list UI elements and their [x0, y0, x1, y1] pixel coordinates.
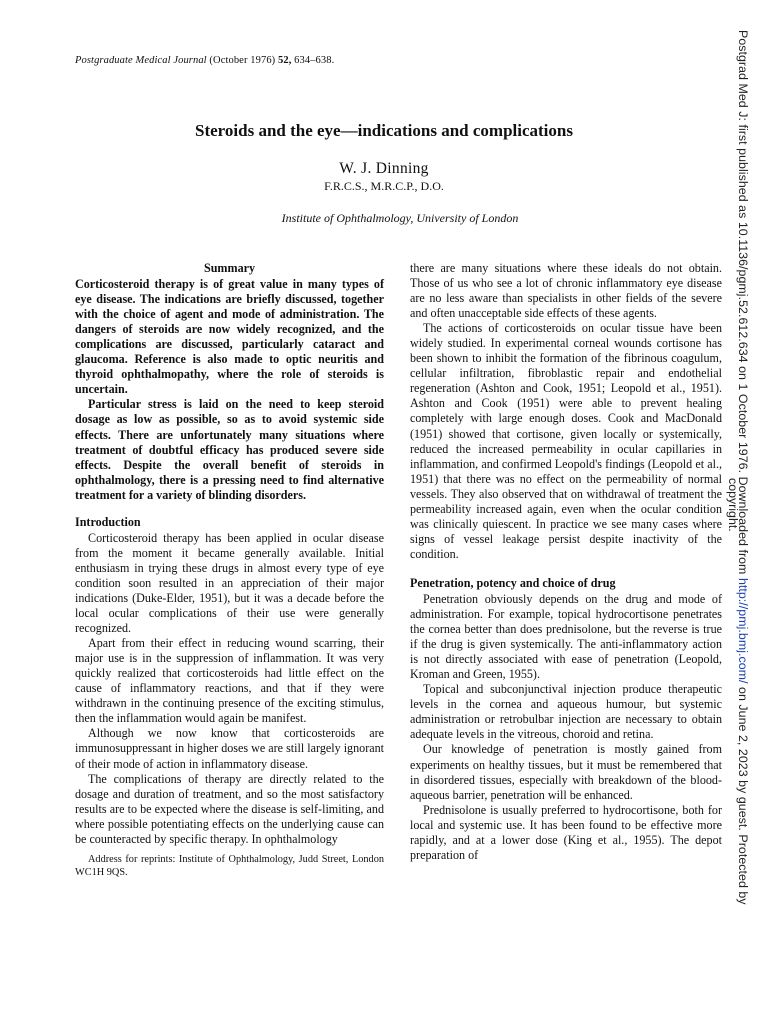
- right-column: [410, 261, 722, 863]
- author-degrees: F.R.C.S., M.R.C.P., D.O.: [324, 179, 444, 193]
- body-paragraph: Our knowledge of penetration is mostly gained from experiments on healthy tissues, but it must be remembered that in disordered tissues, especially with breakdown of the blood-aqueous barrier, penetration will be enhanced.: [410, 742, 722, 802]
- author-institution: Institute of Ophthalmology, University of London: [281, 211, 519, 225]
- journal-pages: 634–638.: [291, 55, 335, 66]
- body-paragraph: The actions of corticosteroids on ocular tissue have been widely studied. In experimental corneal wounds cortisone has been shown to inhibit the formation of the fibrinous coagulum, cellular infiltration, fibroblastic repair and endothelial regeneration (Ashton and Cook, 1951; Leopold et al., 1951). Ashton and Cook (1951) were able to prevent healing completely with large enough doses. Cook and MacDonald (1951) showed that cortisone, given locally or systemically, reduced the increased permeability in ocular capillaries in inflammation, and confirmed Leopold's findings (Leopold et al., 1951) that there was no effect on the permeability of normal vessels. They also observed that on withdrawal of treatment the permeability increased again, even when the ocular condition was clinically quiescent. In practice we see many cases where signs of vessel leakage persist despite inactivity of the condition.: [410, 321, 722, 561]
- reprint-address-footnote: Address for reprints: Institute of Ophthalmology, Judd Street, London WC1H 9QS.: [75, 853, 384, 878]
- body-paragraph: Prednisolone is usually preferred to hydrocortisone, both for local and systemic use. It has been found to be effective more rapidly, and at a lower dose (King et al., 1955). The depot preparation of: [410, 802, 722, 862]
- journal-citation: [75, 55, 334, 66]
- summary-section: [75, 261, 384, 503]
- journal-volume: 52,: [278, 55, 292, 66]
- article-title: Steroids and the eye—indications and complications: [195, 121, 573, 140]
- download-notice-text: Postgrad Med J: first published as 10.1136/pgmj.52.612.634 on 1 October 1976. Downloaded from: [736, 30, 750, 578]
- journal-name: Postgraduate Medical Journal: [75, 55, 207, 66]
- summary-paragraph: Particular stress is laid on the need to keep steroid dosage as low as possible, so as to avoid systemic side effects. There are unfortunately many situations where treatment of doubtful efficacy has produced severe side effects. Despite the overall benefit of steroids in ophthalmology, there is a pressing need to find alternative treatment for a variety of blinding disorders.: [75, 397, 384, 502]
- copyright-notice: copyright.: [726, 478, 740, 532]
- body-paragraph: there are many situations where these ideals do not obtain. Those of us who see a lot of chronic inflammatory eye disease are no less aware than specialists in other fields of the severe and often unacceptable side effects of these agents.: [410, 261, 722, 321]
- summary-paragraph: Corticosteroid therapy is of great value in many types of eye disease. The indications are briefly discussed, together with the choice of agent and mode of administration. The dangers of steroids are now widely recognized, and the complications are discussed, particularly cataract and glaucoma. Reference is also made to optic neuritis and thyroid ophthalmopathy, where the role of steroids is uncertain.: [75, 277, 384, 397]
- introduction-heading: Introduction: [75, 514, 141, 529]
- journal-issue: (October 1976): [206, 55, 278, 66]
- summary-heading: Summary: [203, 261, 256, 275]
- penetration-heading: Penetration, potency and choice of drug: [410, 575, 616, 590]
- body-paragraph: Although we now know that corticosteroids are immunosuppressant in higher doses we are still largely ignorant of their mode of action in inflammatory disease.: [75, 726, 384, 771]
- download-notice-tail: on June 2, 2023 by guest. Protected by: [736, 683, 750, 905]
- body-paragraph: The complications of therapy are directly related to the dosage and duration of treatment, and so the most satisfactory results are to be expected where the disease is self-limiting, and where possible potentiating effects on the underlying cause can be counteracted by specific therapy. In ophthalmology: [75, 771, 384, 846]
- body-paragraph: Penetration obviously depends on the drug and mode of administration. For example, topical hydrocortisone penetrates the cornea better than does prednisolone, but the reverse is true if the drug is given systemically. The anti-inflammatory action is not directly associated with ease of penetration (Leopold, Kroman and Green, 1955).: [410, 591, 722, 682]
- body-paragraph: Corticosteroid therapy has been applied in ocular disease from the moment it became generally available. Initial enthusiasm in trying these drugs in almost every type of eye condition soon resulted in an appreciation of their major indications (Duke-Elder, 1951), but it was a decade before the local ocular complications of their use were generally recognized.: [75, 530, 384, 636]
- download-notice: [736, 30, 750, 905]
- author-name: W. J. Dinning: [339, 160, 429, 177]
- body-paragraph: Apart from their effect in reducing wound scarring, their major use is in the suppression of inflammation. It was very quickly realized that corticosteroids had little effect on the cause of inflammatory reactions, and that if they were withdrawn in the continuing presence of the exciting stimulus, then the inflammation would again be manifest.: [75, 636, 384, 726]
- body-paragraph: Topical and subconjunctival injection produce therapeutic levels in the cornea and aqueous humour, but systemic administration or retrobulbar injection are necessary to obtain adequate levels in the vitreous, choroid and retina.: [410, 682, 722, 742]
- left-column: [75, 261, 384, 879]
- journal-website-link[interactable]: http://pmj.bmj.com/: [736, 577, 750, 684]
